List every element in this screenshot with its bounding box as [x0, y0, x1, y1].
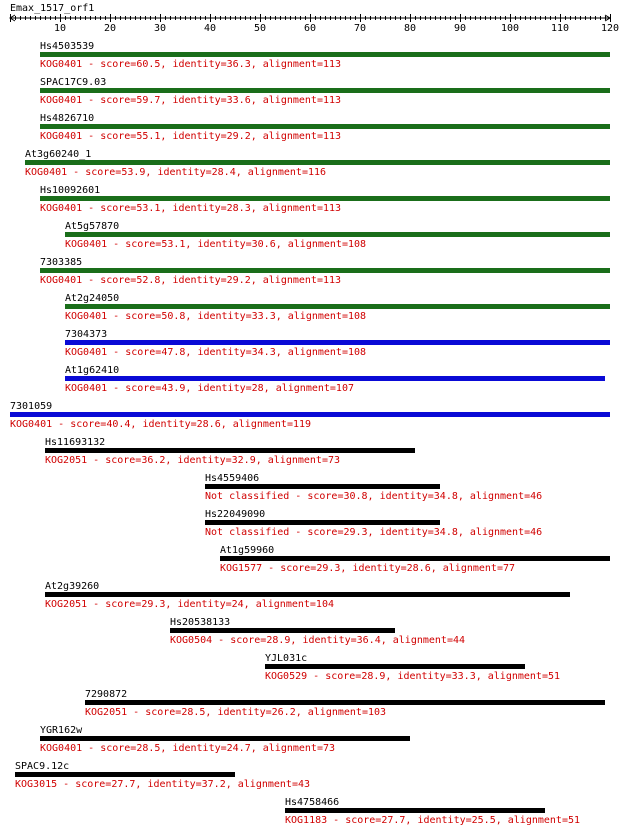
hit-annotation: KOG1183 - score=27.7, identity=25.5, alignment=51 — [285, 815, 581, 826]
hit-row[interactable] — [40, 77, 610, 106]
hit-row[interactable] — [40, 257, 610, 286]
hit-name: At3g60240_1 — [25, 149, 92, 160]
hit-row[interactable] — [65, 365, 605, 394]
hit-annotation: KOG0529 - score=28.9, identity=33.3, alignment=51 — [265, 671, 561, 682]
ruler-tick-label: 50 — [253, 23, 267, 34]
hit-name: Hs4758466 — [285, 797, 340, 808]
hit-annotation: KOG0401 - score=50.8, identity=33.3, alignment=108 — [65, 311, 367, 322]
hit-row[interactable] — [220, 545, 610, 574]
hit-name: 7303385 — [40, 257, 83, 268]
hit-name: At2g24050 — [65, 293, 120, 304]
hit-alignment-bar[interactable] — [285, 808, 545, 813]
ruler-tick-label: 20 — [103, 23, 117, 34]
sequence-ruler — [10, 14, 619, 34]
hit-row[interactable] — [265, 653, 560, 682]
hit-alignment-bar[interactable] — [40, 736, 410, 741]
ruler-tick-label: 70 — [353, 23, 367, 34]
hit-alignment-bar[interactable] — [25, 160, 610, 165]
hit-name: Hs10092601 — [40, 185, 101, 196]
hit-alignment-bar[interactable] — [265, 664, 525, 669]
hit-alignment-bar[interactable] — [40, 124, 610, 129]
hit-row[interactable] — [40, 725, 410, 754]
ruler-tick-label: 110 — [550, 23, 570, 34]
hit-name: Hs4503539 — [40, 41, 95, 52]
hit-row[interactable] — [45, 581, 570, 610]
ruler-tick-label: 10 — [53, 23, 67, 34]
hit-annotation: KOG0504 - score=28.9, identity=36.4, alignment=44 — [170, 635, 466, 646]
hit-row[interactable] — [45, 437, 415, 466]
hit-row[interactable] — [65, 221, 610, 250]
ruler-tick-label: 40 — [203, 23, 217, 34]
hit-row[interactable] — [15, 761, 310, 790]
query-title: Emax_1517_orf1 — [10, 3, 95, 14]
hit-name: Hs20538133 — [170, 617, 231, 628]
hit-row[interactable] — [170, 617, 465, 646]
hit-row[interactable] — [285, 797, 580, 826]
hit-annotation: KOG2051 - score=36.2, identity=32.9, alignment=73 — [45, 455, 341, 466]
hit-name: Hs11693132 — [45, 437, 106, 448]
hit-name: Hs4559406 — [205, 473, 260, 484]
hit-row[interactable] — [65, 329, 610, 358]
ruler-tick-label: 60 — [303, 23, 317, 34]
hit-alignment-bar[interactable] — [45, 592, 570, 597]
hit-annotation: KOG1577 - score=29.3, identity=28.6, alignment=77 — [220, 563, 516, 574]
hit-annotation: KOG0401 - score=47.8, identity=34.3, alignment=108 — [65, 347, 367, 358]
hit-annotation: KOG0401 - score=52.8, identity=29.2, alignment=113 — [40, 275, 342, 286]
hit-row[interactable] — [205, 473, 542, 502]
hit-row[interactable] — [10, 401, 610, 430]
ruler-tick-label: 90 — [453, 23, 467, 34]
hit-name: At1g62410 — [65, 365, 120, 376]
ruler-tick-label: 120 — [600, 23, 620, 34]
hit-name: At2g39260 — [45, 581, 100, 592]
hit-name: At5g57870 — [65, 221, 120, 232]
hit-annotation: KOG0401 - score=59.7, identity=33.6, alignment=113 — [40, 95, 342, 106]
hit-alignment-bar[interactable] — [15, 772, 235, 777]
hit-alignment-bar[interactable] — [220, 556, 610, 561]
hit-name: SPAC9.12c — [15, 761, 70, 772]
hit-row[interactable] — [65, 293, 610, 322]
hit-annotation: KOG3015 - score=27.7, identity=37.2, alignment=43 — [15, 779, 311, 790]
hit-row[interactable] — [40, 113, 610, 142]
hit-row[interactable] — [85, 689, 605, 718]
hit-row[interactable] — [40, 185, 610, 214]
hit-alignment-bar[interactable] — [40, 196, 610, 201]
hit-alignment-bar[interactable] — [65, 340, 610, 345]
hit-name: 7304373 — [65, 329, 108, 340]
hit-alignment-bar[interactable] — [170, 628, 395, 633]
hit-list — [10, 41, 610, 826]
hit-row[interactable] — [40, 41, 610, 70]
hit-annotation: KOG0401 - score=53.1, identity=30.6, alignment=108 — [65, 239, 367, 250]
ruler-tick-label: 100 — [500, 23, 520, 34]
hit-annotation: KOG0401 - score=53.9, identity=28.4, alignment=116 — [25, 167, 327, 178]
hit-row[interactable] — [205, 509, 542, 538]
hit-alignment-bar[interactable] — [45, 448, 415, 453]
hit-annotation: KOG0401 - score=43.9, identity=28, alignment=107 — [65, 383, 354, 394]
hit-alignment-bar[interactable] — [40, 52, 610, 57]
hit-name: Hs4826710 — [40, 113, 95, 124]
ruler-tick-label: 30 — [153, 23, 167, 34]
hit-alignment-bar[interactable] — [65, 232, 610, 237]
hit-alignment-bar[interactable] — [40, 88, 610, 93]
hit-annotation: KOG2051 - score=28.5, identity=26.2, alignment=103 — [85, 707, 387, 718]
hit-name: SPAC17C9.03 — [40, 77, 107, 88]
hit-annotation: KOG0401 - score=53.1, identity=28.3, alignment=113 — [40, 203, 342, 214]
hit-name: 7290872 — [85, 689, 128, 700]
hit-annotation: KOG0401 - score=60.5, identity=36.3, alignment=113 — [40, 59, 342, 70]
hit-name: YGR162w — [40, 725, 83, 736]
hit-alignment-bar[interactable] — [65, 304, 610, 309]
hit-name: 7301059 — [10, 401, 53, 412]
hit-name: At1g59960 — [220, 545, 275, 556]
hit-annotation: Not classified - score=29.3, identity=34.8, alignment=46 — [205, 527, 543, 538]
hit-annotation: KOG2051 - score=29.3, identity=24, alignment=104 — [45, 599, 334, 610]
hit-name: Hs22049090 — [205, 509, 266, 520]
hit-annotation: KOG0401 - score=40.4, identity=28.6, alignment=119 — [10, 419, 312, 430]
hit-annotation: Not classified - score=30.8, identity=34.8, alignment=46 — [205, 491, 543, 502]
hit-row[interactable] — [25, 149, 610, 178]
hit-alignment-bar[interactable] — [10, 412, 610, 417]
hit-annotation: KOG0401 - score=28.5, identity=24.7, alignment=73 — [40, 743, 336, 754]
hit-alignment-bar[interactable] — [85, 700, 605, 705]
hit-annotation: KOG0401 - score=55.1, identity=29.2, alignment=113 — [40, 131, 342, 142]
ruler-tick-label: 80 — [403, 23, 417, 34]
hit-alignment-bar[interactable] — [205, 484, 440, 489]
hit-name: YJL031c — [265, 653, 308, 664]
hit-alignment-bar[interactable] — [65, 376, 605, 381]
hit-alignment-bar[interactable] — [40, 268, 610, 273]
hit-alignment-bar[interactable] — [205, 520, 440, 525]
